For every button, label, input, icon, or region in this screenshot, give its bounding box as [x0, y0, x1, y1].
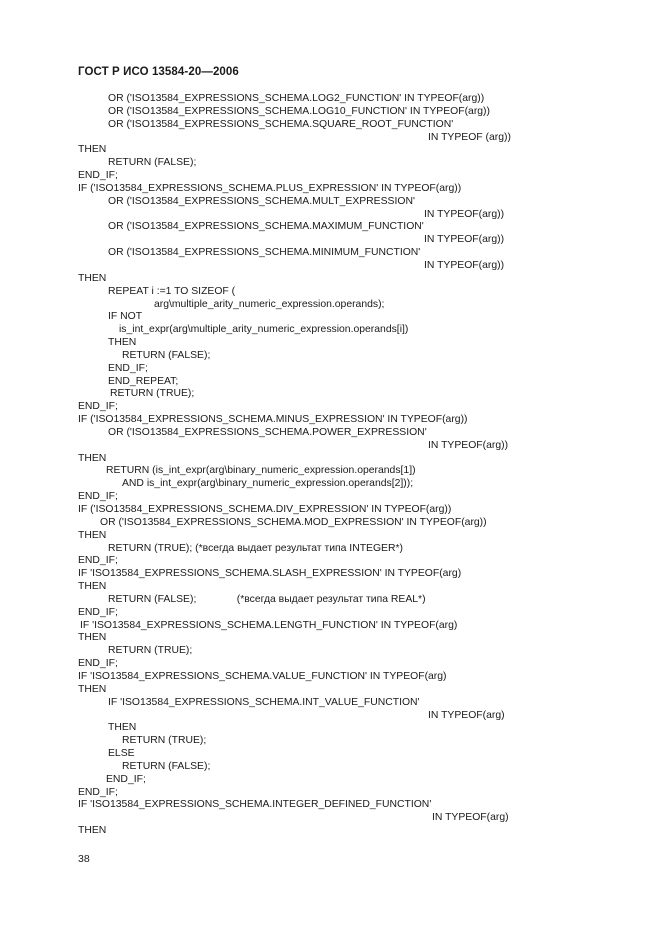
- code-line-text: IF 'ISO13584_EXPRESSIONS_SCHEMA.INT_VALUE_FUNCTION': [108, 696, 420, 708]
- code-line-text: RETURN (is_int_expr(arg\binary_numeric_expression.operands[1]): [106, 465, 416, 477]
- code-line-text: RETURN (TRUE);: [108, 645, 193, 657]
- code-line: [0, 710, 661, 723]
- code-line: [0, 363, 661, 376]
- code-line: [0, 799, 661, 812]
- code-line-text: END_IF;: [78, 491, 118, 503]
- code-line-text: END_IF;: [78, 401, 118, 413]
- code-line-text: IN TYPEOF (arg)): [428, 131, 511, 143]
- code-listing: [0, 93, 661, 838]
- code-line: [0, 132, 661, 145]
- code-line: [0, 568, 661, 581]
- code-line: [0, 324, 661, 337]
- code-line-text: THEN: [78, 529, 107, 541]
- code-line-text: THEN: [78, 452, 107, 464]
- code-line-text: arg\multiple_arity_numeric_expression.operands);: [154, 298, 385, 310]
- code-line: [0, 273, 661, 286]
- code-line-text: IN TYPEOF(arg)): [424, 234, 505, 246]
- code-line-text: END_IF;: [78, 658, 118, 670]
- code-line: [0, 594, 661, 607]
- code-line: [0, 555, 661, 568]
- code-line: [0, 388, 661, 401]
- code-line: [0, 337, 661, 350]
- code-line-text: END_IF;: [78, 606, 118, 618]
- code-line-text: END_IF;: [78, 555, 118, 567]
- code-line-text: AND is_int_expr(arg\binary_numeric_expression.operands[2]));: [122, 478, 414, 490]
- code-line-text: IF ('ISO13584_EXPRESSIONS_SCHEMA.DIV_EXPRESSION' IN TYPEOF(arg)): [78, 504, 452, 515]
- code-line-text: OR ('ISO13584_EXPRESSIONS_SCHEMA.LOG10_FUNCTION' IN TYPEOF(arg)): [108, 105, 490, 117]
- code-line: [0, 543, 661, 556]
- code-line-text: THEN: [78, 581, 107, 593]
- code-line-text: IF 'ISO13584_EXPRESSIONS_SCHEMA.SLASH_EXPRESSION' IN TYPEOF(arg): [78, 568, 462, 580]
- code-line: [0, 427, 661, 440]
- code-line-text: OR ('ISO13584_EXPRESSIONS_SCHEMA.MAXIMUM_FUNCTION': [108, 221, 424, 233]
- code-line: [0, 517, 661, 530]
- code-line-text: RETURN (FALSE); (*всегда выдает результат типа REAL*): [108, 593, 426, 605]
- code-line-text: RETURN (FALSE);: [122, 349, 211, 361]
- code-line: [0, 286, 661, 299]
- code-line: [0, 530, 661, 543]
- code-line-text: END_IF;: [108, 362, 148, 374]
- code-line: [0, 684, 661, 697]
- code-line-text: OR ('ISO13584_EXPRESSIONS_SCHEMA.LOG2_FUNCTION' IN TYPEOF(arg)): [108, 93, 485, 104]
- code-line-text: THEN: [108, 722, 137, 734]
- code-line: [0, 376, 661, 389]
- code-line-text: END_IF;: [78, 170, 118, 182]
- code-line: [0, 761, 661, 774]
- code-line-text: is_int_expr(arg\multiple_arity_numeric_expression.operands[i]): [119, 324, 409, 336]
- code-line: [0, 401, 661, 414]
- code-line-text: REPEAT i :=1 TO SIZEOF (: [108, 285, 236, 297]
- code-line-text: IN TYPEOF(arg): [428, 709, 505, 721]
- page-number: 38: [78, 853, 90, 865]
- code-line: [0, 119, 661, 132]
- code-line-text: IF ('ISO13584_EXPRESSIONS_SCHEMA.PLUS_EXPRESSION' IN TYPEOF(arg)): [78, 182, 462, 194]
- code-line: [0, 812, 661, 825]
- code-line: [0, 196, 661, 209]
- code-line: [0, 658, 661, 671]
- code-line-text: RETURN (TRUE); (*всегда выдает результат типа INTEGER*): [108, 542, 403, 554]
- code-line: [0, 671, 661, 684]
- code-line-text: RETURN (TRUE);: [122, 735, 207, 747]
- document-header: ГОСТ Р ИСО 13584-20—2006: [78, 66, 239, 78]
- code-line-text: IF 'ISO13584_EXPRESSIONS_SCHEMA.VALUE_FUNCTION' IN TYPEOF(arg): [78, 670, 447, 682]
- code-line-text: END_REPEAT;: [108, 375, 179, 387]
- code-line-text: THEN: [78, 272, 107, 284]
- code-line-text: OR ('ISO13584_EXPRESSIONS_SCHEMA.MOD_EXPRESSION' IN TYPEOF(arg)): [100, 516, 487, 528]
- code-line: [0, 170, 661, 183]
- code-line: [0, 221, 661, 234]
- code-line: [0, 299, 661, 312]
- code-line-text: END_IF;: [78, 786, 118, 798]
- code-line: [0, 247, 661, 260]
- code-line: [0, 774, 661, 787]
- code-line-text: OR ('ISO13584_EXPRESSIONS_SCHEMA.SQUARE_ROOT_FUNCTION': [108, 118, 454, 130]
- code-line-text: IN TYPEOF(arg): [432, 812, 509, 824]
- code-line: [0, 787, 661, 800]
- code-line-text: RETURN (TRUE);: [110, 388, 195, 400]
- code-line-text: OR ('ISO13584_EXPRESSIONS_SCHEMA.POWER_EXPRESSION': [108, 426, 427, 438]
- code-line: [0, 106, 661, 119]
- code-line: [0, 581, 661, 594]
- code-line: [0, 465, 661, 478]
- code-line: [0, 93, 661, 106]
- code-line: [0, 735, 661, 748]
- code-line: [0, 478, 661, 491]
- code-line-text: END_IF;: [106, 773, 146, 785]
- code-line: [0, 144, 661, 157]
- code-line-text: IN TYPEOF(arg)): [424, 259, 505, 271]
- code-line-text: IN TYPEOF(arg)): [424, 208, 505, 220]
- code-line: [0, 697, 661, 710]
- code-line-text: THEN: [78, 825, 107, 837]
- code-line-text: RETURN (FALSE);: [108, 157, 197, 169]
- code-line: [0, 453, 661, 466]
- code-line-text: THEN: [78, 683, 107, 695]
- code-line-text: THEN: [78, 632, 107, 644]
- code-line: [0, 620, 661, 633]
- code-line-text: OR ('ISO13584_EXPRESSIONS_SCHEMA.MULT_EXPRESSION': [108, 195, 415, 207]
- code-line: [0, 414, 661, 427]
- code-line-text: IF ('ISO13584_EXPRESSIONS_SCHEMA.MINUS_EXPRESSION' IN TYPEOF(arg)): [78, 414, 468, 426]
- code-line: [0, 825, 661, 838]
- code-line-text: IF 'ISO13584_EXPRESSIONS_SCHEMA.INTEGER_DEFINED_FUNCTION': [78, 799, 432, 811]
- code-line: [0, 504, 661, 517]
- code-line-text: THEN: [108, 337, 137, 349]
- code-line-text: IF 'ISO13584_EXPRESSIONS_SCHEMA.LENGTH_FUNCTION' IN TYPEOF(arg): [80, 619, 458, 631]
- code-line-text: THEN: [78, 144, 107, 156]
- code-line: [0, 607, 661, 620]
- code-line: [0, 234, 661, 247]
- code-line: [0, 722, 661, 735]
- code-line: [0, 157, 661, 170]
- code-line-text: IN TYPEOF(arg)): [428, 439, 509, 451]
- code-line: [0, 748, 661, 761]
- code-line: [0, 645, 661, 658]
- code-line-text: ELSE: [108, 748, 135, 760]
- code-line-text: IF NOT: [108, 311, 143, 323]
- code-line: [0, 183, 661, 196]
- code-line-text: RETURN (FALSE);: [122, 760, 211, 772]
- code-line: [0, 440, 661, 453]
- code-line: [0, 311, 661, 324]
- code-line: [0, 632, 661, 645]
- code-line-text: OR ('ISO13584_EXPRESSIONS_SCHEMA.MINIMUM_FUNCTION': [108, 247, 421, 259]
- code-line: [0, 209, 661, 222]
- code-line: [0, 491, 661, 504]
- code-line: [0, 350, 661, 363]
- code-line: [0, 260, 661, 273]
